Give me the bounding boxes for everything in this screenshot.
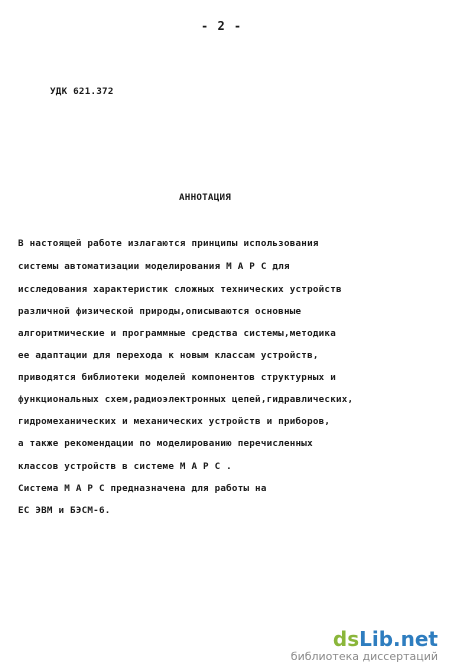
udk-code: УДК 621.372 [50, 86, 114, 97]
annotation-heading: АННОТАЦИЯ [179, 192, 232, 203]
text-line: ЕС ЭВМ и БЭСМ-6. [18, 505, 111, 516]
text-line: исследования характеристик сложных технических устройств [18, 284, 342, 295]
text-line: гидромеханических и механических устройств и приборов, [18, 416, 331, 427]
text-line: функциональных схем,радиоэлектронных цепей,гидравлических, [18, 394, 354, 405]
text-line: ее адаптации для перехода к новым классам устройств, [18, 350, 319, 361]
watermark [291, 628, 438, 664]
text-line: а также рекомендации по моделированию перечисленных [18, 438, 313, 449]
text-line: алгоритмические и программные средства системы,методика [18, 328, 336, 339]
watermark-subtitle: библиотека диссертаций [290, 650, 438, 663]
text-line: системы автоматизации моделирования М А Р С для [18, 261, 290, 272]
text-line: различной физической природы,описываются основные [18, 306, 302, 317]
watermark-logo: dsLib.net [332, 627, 438, 651]
text-line: Система М А Р С предназначена для работы на [18, 483, 267, 494]
text-line: В настоящей работе излагаются принципы использования [18, 238, 319, 249]
text-line: классов устройств в системе М А Р С . [18, 461, 232, 472]
text-line: приводятся библиотеки моделей компонентов структурных и [18, 372, 336, 383]
page-number: - 2 - [201, 19, 243, 33]
